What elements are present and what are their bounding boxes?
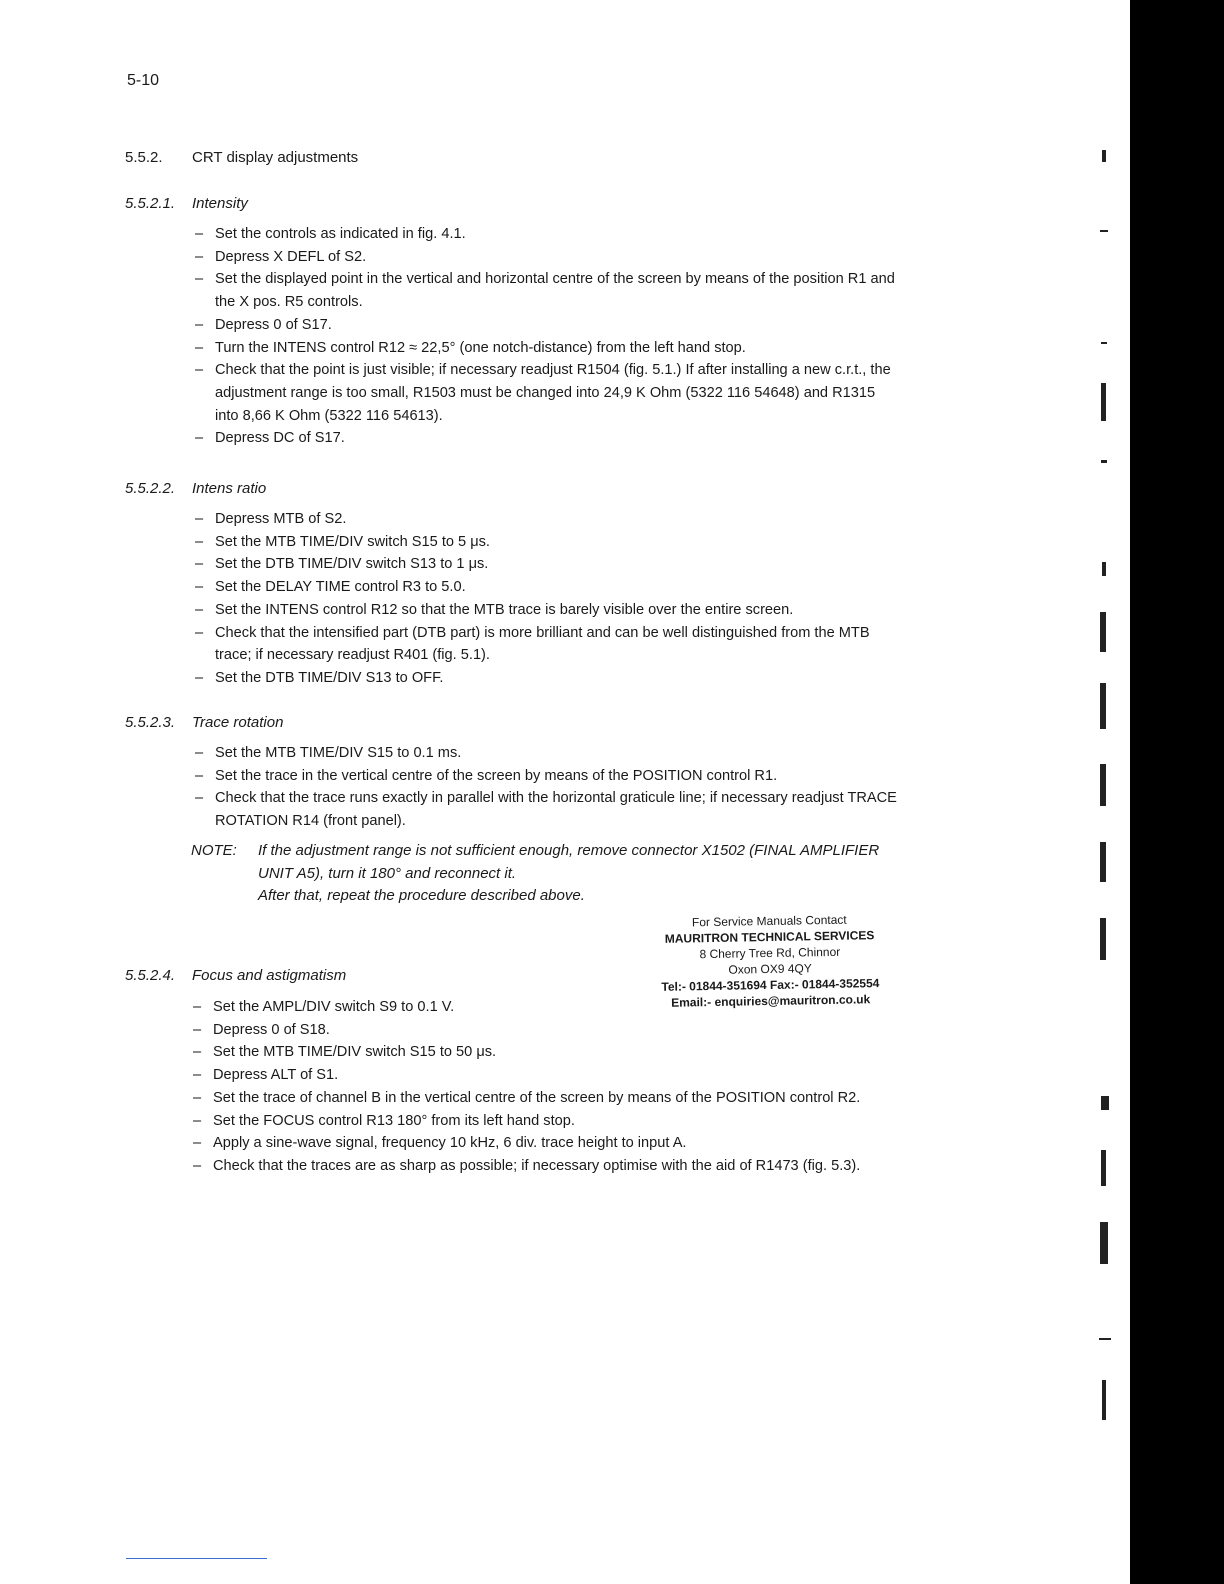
section-heading (125, 149, 358, 166)
step-text: Set the MTB TIME/DIV switch S15 to 50 μs. (213, 1044, 497, 1061)
step-text: Set the INTENS control R12 so that the MTB trace is barely visible over the entire screen. (215, 601, 794, 618)
list-item (193, 667, 1015, 690)
subsection-number: 5.5.2.3. (125, 714, 176, 731)
list-item (193, 359, 1015, 427)
subsection-number: 5.5.2.2. (125, 480, 176, 497)
steps-list-trace-rotation (193, 742, 1015, 833)
step-continuation: into 8,66 K Ohm (5322 116 54613). (215, 407, 443, 424)
list-item (193, 223, 1015, 246)
note-line: If the adjustment range is not sufficient enough, remove connector X1502 (FINAL AMPLIFIER (258, 842, 880, 859)
step-text: Depress 0 of S17. (215, 316, 332, 333)
step-text: Depress X DEFL of S2. (215, 248, 367, 265)
list-item (193, 337, 1015, 360)
list-item (193, 531, 1015, 554)
subsection-heading-trace-rotation (125, 714, 283, 731)
list-item (193, 765, 1015, 788)
list-item (193, 576, 1015, 599)
list-item (193, 508, 1015, 531)
list-item (191, 1064, 1013, 1087)
scan-black-border (1130, 0, 1224, 1584)
step-text: Set the displayed point in the vertical and horizontal centre of the screen by means of the position R1 and (215, 271, 895, 288)
list-item (191, 1110, 1013, 1133)
list-item (193, 787, 1015, 832)
step-text: Set the controls as indicated in fig. 4.1. (215, 226, 466, 242)
step-text: Set the DELAY TIME control R3 to 5.0. (215, 579, 466, 596)
stamp-line: Oxon OX9 4QY (728, 961, 812, 977)
list-item (191, 1087, 1013, 1110)
step-text: Depress DC of S17. (215, 430, 345, 447)
list-item (193, 553, 1015, 576)
step-text: Set the DTB TIME/DIV S13 to OFF. (215, 669, 444, 686)
step-text: Check that the intensified part (DTB part) is more brilliant and can be well distinguished from the MTB (215, 624, 870, 641)
step-text: Set the MTB TIME/DIV switch S15 to 5 μs. (215, 533, 490, 550)
steps-list-focus (191, 996, 1013, 1178)
list-item (193, 622, 1015, 667)
step-text: Turn the INTENS control R12 ≈ 22,5° (one notch-distance) from the left hand stop. (215, 339, 746, 356)
list-item (191, 1132, 1013, 1155)
scan-margin-marks (1096, 0, 1112, 1584)
subsection-title: Intens ratio (192, 480, 267, 497)
stamp-line: Email:- enquiries@mauritron.co.uk (671, 992, 871, 1010)
step-text: Set the MTB TIME/DIV S15 to 0.1 ms. (215, 745, 462, 761)
step-text: Check that the point is just visible; if necessary readjust R1504 (fig. 5.1.) If after installing a new c.r.t., the (215, 362, 891, 379)
subsection-heading-focus (125, 967, 346, 984)
step-text: Set the trace in the vertical centre of the screen by means of the POSITION control R1. (215, 767, 778, 784)
step-text: Set the DTB TIME/DIV switch S13 to 1 μs. (215, 556, 489, 573)
stamp-line: For Service Manuals Contact (691, 912, 847, 930)
subsection-title: Focus and astigmatism (192, 967, 347, 984)
list-item (193, 742, 1015, 765)
list-item (193, 246, 1015, 269)
note-line: After that, repeat the procedure described above. (258, 887, 585, 904)
step-continuation: trace; if necessary readjust R401 (fig. 5.1). (215, 647, 490, 664)
step-text: Check that the traces are as sharp as possible; if necessary optimise with the aid of R1473 (fig. 5.3). (213, 1157, 861, 1174)
subsection-number: 5.5.2.4. (125, 967, 176, 984)
step-text: Depress ALT of S1. (213, 1067, 339, 1084)
list-item (193, 427, 1015, 450)
step-text: Depress 0 of S18. (213, 1021, 330, 1038)
list-item (191, 996, 1013, 1019)
step-text: Set the FOCUS control R13 180° from its left hand stop. (213, 1112, 575, 1129)
list-item (193, 599, 1015, 622)
subsection-number: 5.5.2.1. (125, 195, 176, 212)
subsection-heading-intensity (125, 195, 248, 212)
note-label: NOTE: (191, 842, 237, 859)
steps-list-intensity (193, 223, 1015, 450)
subsection-title: Intensity (192, 195, 248, 212)
step-continuation: ROTATION R14 (front panel). (215, 813, 406, 830)
stamp-line: Tel:- 01844-351694 Fax:- 01844-352554 (661, 976, 880, 994)
section-title: CRT display adjustments (192, 149, 359, 166)
subsection-heading-intens-ratio (125, 480, 266, 497)
stamp-line: 8 Cherry Tree Rd, Chinnor (699, 944, 841, 962)
list-item (191, 1041, 1013, 1064)
step-continuation: adjustment range is too small, R1503 must be changed into 24,9 K Ohm (5322 116 54648) and R1315 (215, 384, 876, 401)
step-text: Set the AMPL/DIV switch S9 to 0.1 V. (213, 999, 455, 1015)
step-text: Set the trace of channel B in the vertical centre of the screen by means of the POSITION control R2. (213, 1089, 861, 1106)
section-number: 5.5.2. (125, 149, 163, 166)
page-number: 5-10 (127, 72, 160, 89)
steps-list-intens-ratio (193, 508, 1015, 690)
step-text: Check that the trace runs exactly in parallel with the horizontal graticule line; if necessary readjust TRACE (215, 790, 897, 807)
list-item (191, 1019, 1013, 1042)
list-item (191, 1155, 1013, 1178)
list-item (193, 314, 1015, 337)
step-text: Apply a sine-wave signal, frequency 10 kHz, 6 div. trace height to input A. (213, 1135, 687, 1152)
note-line: UNIT A5), turn it 180° and reconnect it. (258, 864, 517, 882)
note-block (191, 840, 879, 908)
subsection-title: Trace rotation (192, 714, 284, 731)
list-item (193, 268, 1015, 313)
stamp-line: MAURITRON TECHNICAL SERVICES (664, 928, 875, 946)
step-text: Depress MTB of S2. (215, 511, 347, 527)
step-continuation: the X pos. R5 controls. (215, 294, 363, 311)
footnote-rule (126, 1558, 267, 1559)
